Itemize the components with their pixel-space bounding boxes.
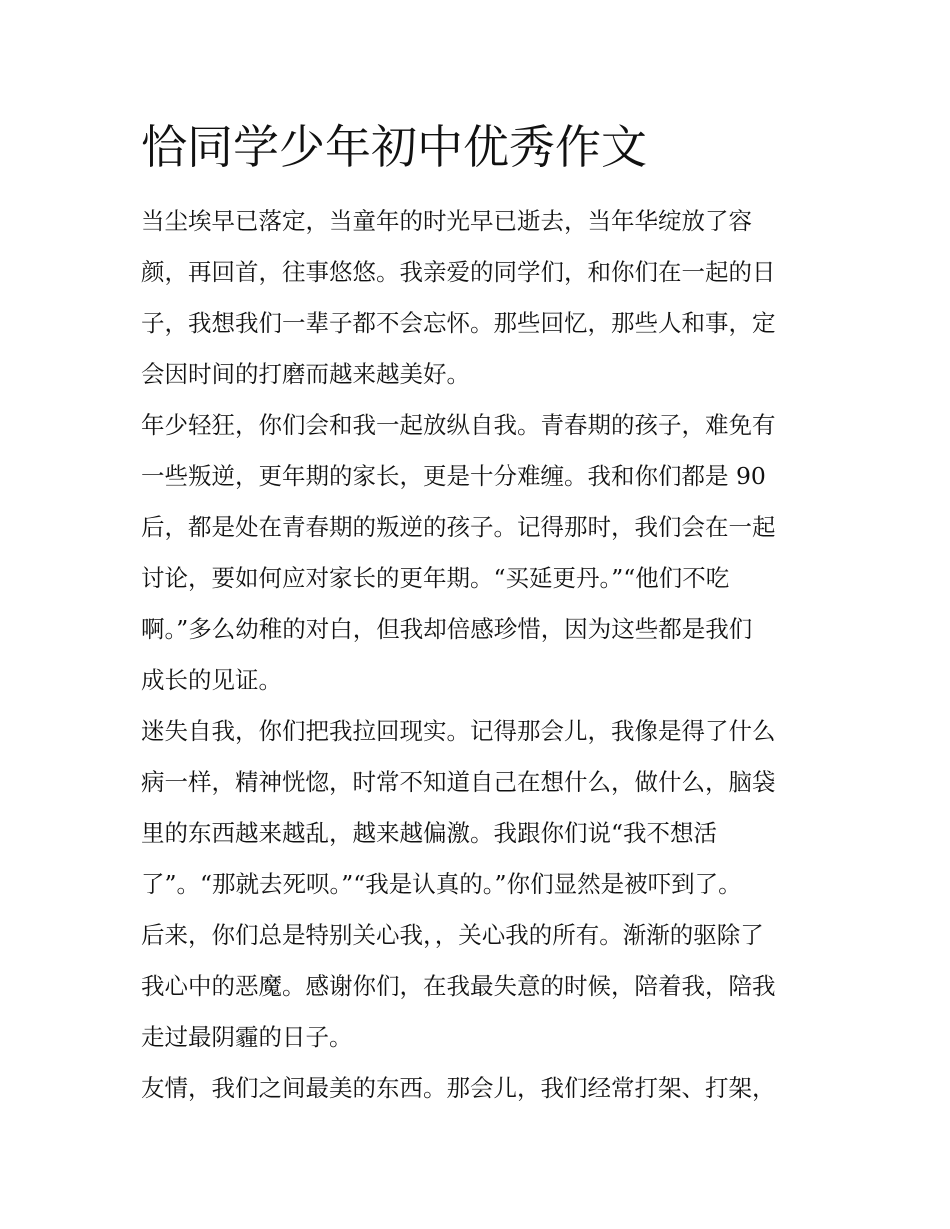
text-line: 啊。”多么幼稚的对白，但我却倍感珍惜，因为这些都是我们: [141, 615, 753, 643]
text-line: 了”。“那就去死呗。”“我是认真的。”你们显然是被吓到了。: [141, 870, 742, 898]
text-line: 迷失自我，你们把我拉回现实。记得那会儿，我像是得了什么: [141, 717, 776, 745]
text-line: 讨论，要如何应对家长的更年期。“买延更丹。”“他们不吃: [141, 564, 730, 592]
text-line: 我心中的恶魔。感谢你们，在我最失意的时候，陪着我，陪我: [141, 972, 776, 1000]
text-line: 当尘埃早已落定，当童年的时光早已逝去，当年华绽放了容: [141, 207, 752, 235]
text-line: 后，都是处在青春期的叛逆的孩子。记得那时，我们会在一起: [141, 513, 776, 541]
document-body: [141, 196, 821, 1114]
document-title: 恰同学少年初中优秀作文: [141, 120, 647, 174]
text-line: 颜，再回首，往事悠悠。我亲爱的同学们，和你们在一起的日: [141, 258, 776, 286]
text-line: 友情，我们之间最美的东西。那会儿，我们经常打架、打架，: [141, 1074, 776, 1102]
text-line: 子，我想我们一辈子都不会忘怀。那些回忆，那些人和事，定: [141, 309, 776, 337]
text-line: 成长的见证。: [141, 666, 282, 694]
text-line: 后来，你们总是特别关心我，，关心我的所有。渐渐的驱除了: [141, 921, 764, 949]
text-line: 走过最阴霾的日子。: [141, 1023, 353, 1051]
text-line: 病一样，精神恍惚，时常不知道自己在想什么，做什么，脑袋: [141, 768, 776, 796]
text-line: 会因时间的打磨而越来越美好。: [141, 360, 470, 388]
text-line: 一些叛逆，更年期的家长，更是十分难缠。我和你们都是 90: [141, 462, 766, 490]
text-line: 年少轻狂，你们会和我一起放纵自我。青春期的孩子，难免有: [141, 411, 776, 439]
text-line: 里的东西越来越乱，越来越偏激。我跟你们说“我不想活: [141, 819, 718, 847]
